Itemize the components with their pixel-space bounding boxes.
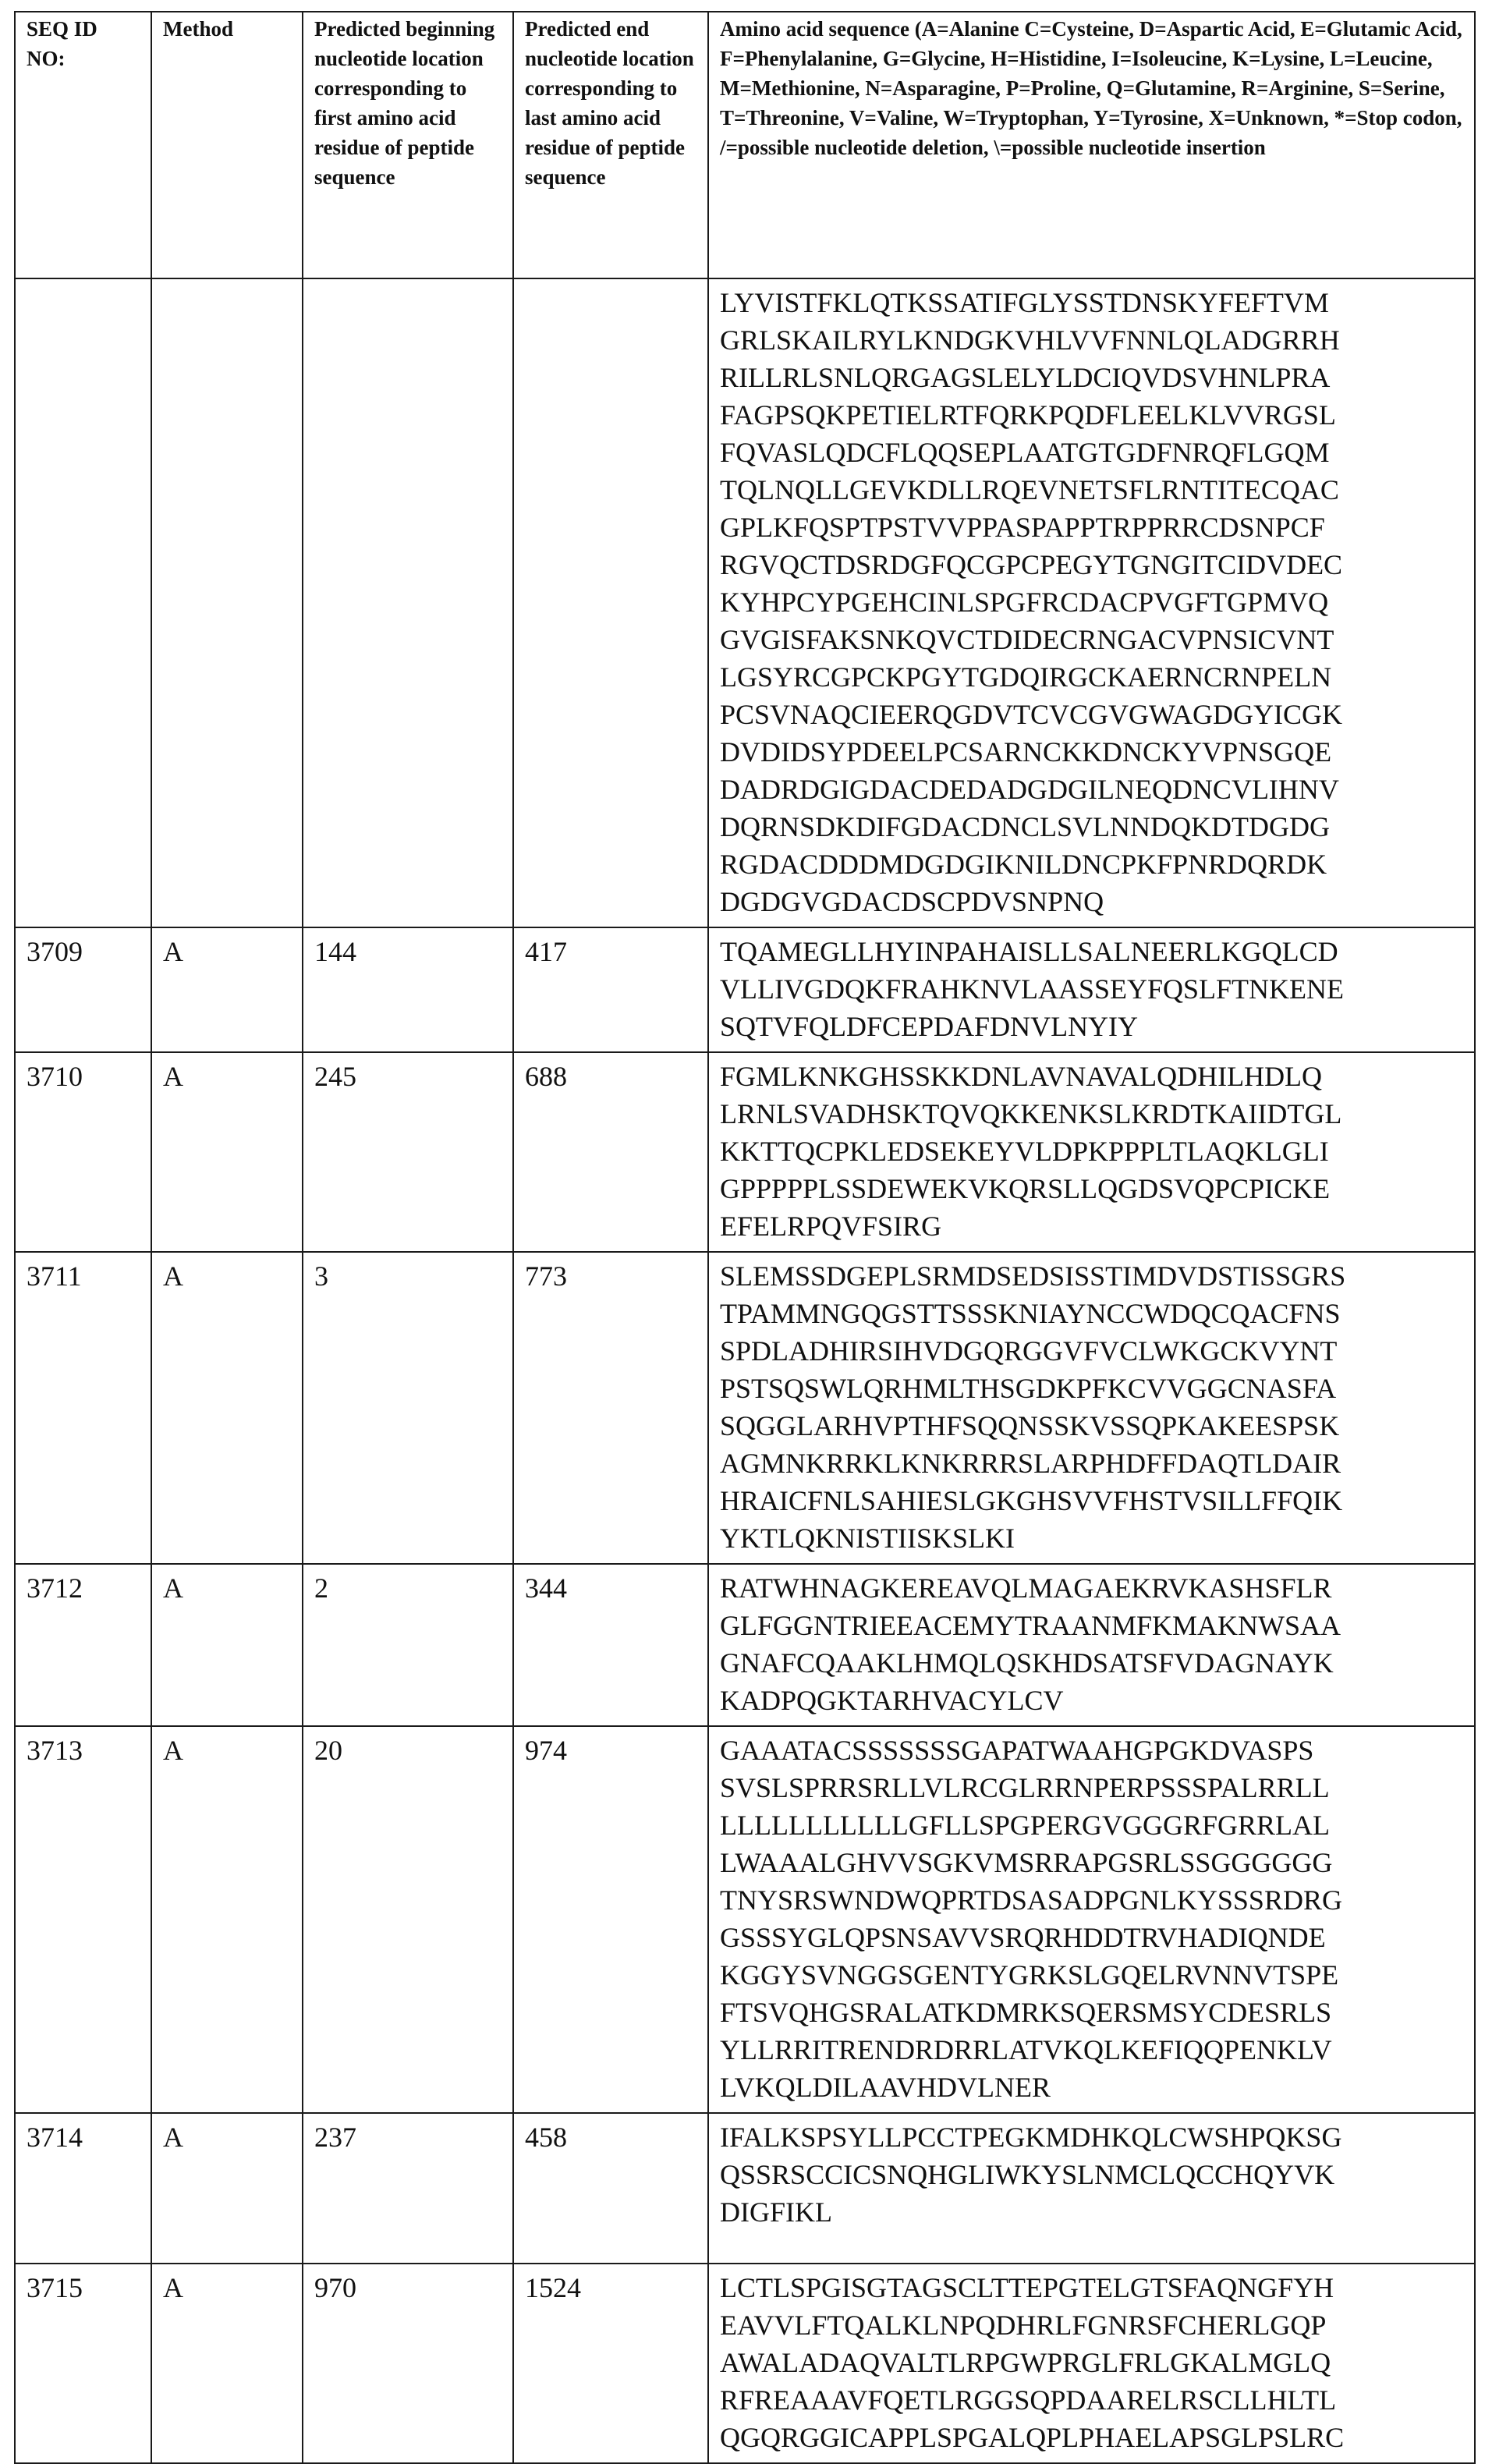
header-begin-location: Predicted beginning nucleotide location corresponding to first amino acid residue of peptide sequence (303, 12, 513, 278)
begin-cell: 3 (303, 1252, 513, 1564)
end-cell (513, 278, 708, 927)
begin-cell: 237 (303, 2113, 513, 2264)
seq-id-cell: 3711 (15, 1252, 151, 1564)
end-cell: 458 (513, 2113, 708, 2264)
seq-id-cell: 3713 (15, 1726, 151, 2113)
method-cell: A (151, 1052, 303, 1252)
begin-cell (303, 278, 513, 927)
method-cell: A (151, 2264, 303, 2463)
seq-id-cell: 3712 (15, 1564, 151, 1726)
method-cell: A (151, 927, 303, 1052)
sequence-cell: FGMLKNKGHSSKKDNLAVNAVALQDHILHDLQ LRNLSVADHSKTQVQKKENKSLKRDTKAIIDTGL KKTTQCPKLEDSEKEYVLDPKPPPLTLAQKLGLI GPPPPPLSSDEWEKVKQRSLLQGDSVQPCPICKE EFELRPQVFSIRG (708, 1052, 1475, 1252)
table-row (15, 1726, 1475, 2113)
table-row (15, 278, 1475, 927)
header-amino-acid-sequence: Amino acid sequence (A=Alanine C=Cysteine, D=Aspartic Acid, E=Glutamic Acid, F=Phenylalanine, G=Glycine, H=Histidine, I=Isoleucine, K=Lysine, L=Leucine, M=Methionine, N=Asparagine, P=Proline, Q=Glutamine, R=Arginine, S=Serine, T=Threonine, V=Valine, W=Tryptophan, Y=Tyrosine, X=Unknown, *=Stop codon, /=possible nucleotide deletion, \=possible nucleotide insertion (708, 12, 1475, 278)
end-cell: 974 (513, 1726, 708, 2113)
seq-id-cell: 3709 (15, 927, 151, 1052)
table-row (15, 2113, 1475, 2264)
method-cell (151, 278, 303, 927)
begin-cell: 970 (303, 2264, 513, 2463)
end-cell: 688 (513, 1052, 708, 1252)
method-cell: A (151, 1252, 303, 1564)
table-row (15, 1052, 1475, 1252)
table-row (15, 1252, 1475, 1564)
table-row (15, 1564, 1475, 1726)
method-cell: A (151, 1726, 303, 2113)
seq-id-cell: 3714 (15, 2113, 151, 2264)
method-cell: A (151, 1564, 303, 1726)
begin-cell: 20 (303, 1726, 513, 2113)
table-row (15, 927, 1475, 1052)
header-end-location: Predicted end nucleotide location corresponding to last amino acid residue of peptide sequence (513, 12, 708, 278)
seq-id-cell: 3710 (15, 1052, 151, 1252)
method-cell: A (151, 2113, 303, 2264)
end-cell: 417 (513, 927, 708, 1052)
sequence-table (14, 11, 1476, 2464)
end-cell: 1524 (513, 2264, 708, 2463)
seq-id-cell (15, 278, 151, 927)
begin-cell: 245 (303, 1052, 513, 1252)
sequence-cell: TQAMEGLLHYINPAHAISLLSALNEERLKGQLCD VLLIVGDQKFRAHKNVLAASSEYFQSLFTNKENE SQTVFQLDFCEPDAFDNVLNYIY (708, 927, 1475, 1052)
sequence-cell: LCTLSPGISGTAGSCLTTEPGTELGTSFAQNGFYH EAVVLFTQALKLNPQDHRLFGNRSFCHERLGQP AWALADAQVALTLRPGWPRGLFRLGKALMGLQ RFREAAAVFQETLRGGSQPDAARELRSCLLHLTL QGQRGGICAPPLSPGALQPLPHAELAPSGLPSLRC (708, 2264, 1475, 2463)
header-seq-id: SEQ ID NO: (15, 12, 151, 278)
end-cell: 344 (513, 1564, 708, 1726)
sequence-cell: SLEMSSDGEPLSRMDSEDSISSTIMDVDSTISSGRS TPAMMNGQGSTTSSSKNIAYNCCWDQCQACFNS SPDLADHIRSIHVDGQRGGVFVCLWKGCKVYNT PSTSQSWLQRHMLTHSGDKPFKCVVGGCNASFA SQGGLARHVPTHFSQQNSSKVSSQPKAKEESPSK AGMNKRRKLKNKRRRSLARPHDFFDAQTLDAIR HRAICFNLSAHIESLGKGHSVVFHSTVSILLFFQIK YKTLQKNISTIISKSLKI (708, 1252, 1475, 1564)
table-row (15, 2264, 1475, 2463)
sequence-cell: LYVISTFKLQTKSSATIFGLYSSTDNSKYFEFTVM GRLSKAILRYLKNDGKVHLVVFNNLQLADGRRH RILLRLSNLQRGAGSLELYLDCIQVDSVHNLPRA FAGPSQKPETIELRTFQRKPQDFLEELKLVVRGSL FQVASLQDCFLQQSEPLAATGTGDFNRQFLGQM TQLNQLLGEVKDLLRQEVNETSFLRNTITECQAC GPLKFQSPTPSTVVPPASPAPPTRPPRRCDSNPCF RGVQCTDSRDGFQCGPCPEGYTGNGITCIDVDEC KYHPCYPGEHCINLSPGFRCDACPVGFTGPMVQ GVGISFAKSNKQVCTDIDECRNGACVPNSICVNT LGSYRCGPCKPGYTGDQIRGCKAERNCRNPELN PCSVNAQCIEERQGDVTCVCGVGWAGDGYICGK DVDIDSYPDEELPCSARNCKKDNCKYVPNSGQE DADRDGIGDACDEDADGDGILNEQDNCVLIHNV DQRNSDKDIFGDACDNCLSVLNNDQKDTDGDG RGDACDDDMDGDGIKNILDNCPKFPNRDQRDK DGDGVGDACDSCPDVSNPNQ (708, 278, 1475, 927)
header-method: Method (151, 12, 303, 278)
begin-cell: 144 (303, 927, 513, 1052)
seq-id-cell: 3715 (15, 2264, 151, 2463)
end-cell: 773 (513, 1252, 708, 1564)
sequence-cell: IFALKSPSYLLPCCTPEGKMDHKQLCWSHPQKSG QSSRSCCICSNQHGLIWKYSLNMCLQCCHQYVK DIGFIKL (708, 2113, 1475, 2264)
header-row (15, 12, 1475, 278)
sequence-cell: RATWHNAGKEREAVQLMAGAEKRVKASHSFLR GLFGGNTRIEEACEMYTRAANMFKMAKNWSAA GNAFCQAAKLHMQLQSKHDSATSFVDAGNAYK KADPQGKTARHVACYLCV (708, 1564, 1475, 1726)
begin-cell: 2 (303, 1564, 513, 1726)
sequence-cell: GAAATACSSSSSSSGAPATWAAHGPGKDVASPS SVSLSPRRSRLLVLRCGLRRNPERPSSSPALRRLL LLLLLLLLLLLGFLLSPGPERGVGGGRFGRRLAL LWAAALGHVVSGKVMSRRAPGSRLSSGGGGGG TNYSRSWNDWQPRTDSASADPGNLKYSSSRDRG GSSSYGLQPSNSAVVSRQRHDDTRVHADIQNDE KGGYSVNGGSGENTYGRKSLGQELRVNNVTSPE FTSVQHGSRALATKDMRKSQERSMSYCDESRLS YLLRRITRENDRDRRLATVKQLKEFIQQPENKLV LVKQLDILAAVHDVLNER (708, 1726, 1475, 2113)
